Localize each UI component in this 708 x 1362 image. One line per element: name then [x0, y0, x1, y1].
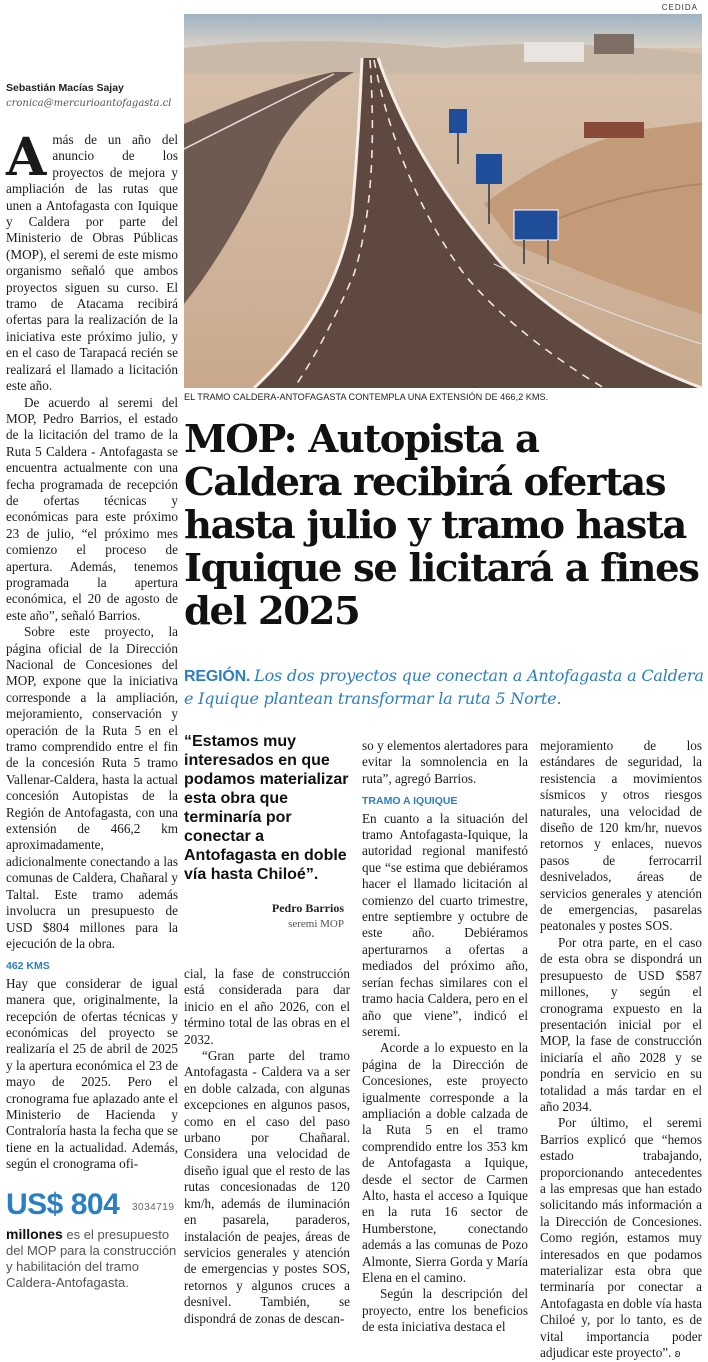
photo-credit: CEDIDA [661, 3, 698, 12]
photo-caption: EL TRAMO CALDERA-ANTOFAGASTA CONTEMPLA UNA EXTENSIÓN DE 466,2 KMS. [184, 392, 549, 402]
lead: REGIÓN. Los dos proyectos que conectan a Antofagasta a Caldera e Iquique plantean transformar la ruta 5 Norte. [184, 666, 704, 708]
budget-description: millones es el presupuesto del MOP para la construcción y habilitación del tramo Caldera-Antofagasta. [6, 1226, 177, 1290]
paragraph: mejoramiento de los estándares de seguridad, la resistencia a movimientos sísmicos y otros riesgos naturales, una velocidad de diseño de 120 km/hr, nuevos retornos y enlaces, nuevos pasos de ferrocarril desnivelados, áreas de servicios generales y atención de emergencias, pasarelas peatonales y postes SOS. [540, 738, 702, 934]
paragraph: En cuanto a la situación del tramo Antofagasta-Iquique, la autoridad regional manifestó que “se estima que debiéramos hacer el llamado licitación al comienzo del cuarto trimestre, entre septiembre y octubre de este año. Debiéramos aperturarnos a ofertas a mediados del próximo año, serían fechas similares con el tramo hacia Caldera, pero en el año que viene”, indicó el seremi. [362, 810, 528, 1039]
article-code: 3034719 [132, 1202, 175, 1213]
highway-photo [184, 14, 702, 388]
paragraph: “Gran parte del tramo Antofagasta - Caldera va a ser en doble calzada, con algunas excepciones en algunos pasos, como en el caso del paso urbano por Chañaral. Considera una velocidad de diseño igual que el resto de las rutas concesionadas de 120 km/h, además de iluminación en pasarela, paraderos, instalación de peajes, áreas de servicios generales y atención de emergencias y postes SOS, retornos y algunos cruces a desnivel. También, se dispondrá de zonas de descan- [184, 1048, 350, 1326]
subhead-kms: 462 KMS [6, 960, 50, 973]
paragraph: Sobre este proyecto, la página oficial de la Dirección Nacional de Concesiones del MOP, expone que la iniciativa corresponde a la ampliación, mejoramiento, conservación y operación de la Ruta 5 en el tramo comprendido entre el fin de la concesión Ruta 5 tramo Vallenar-Caldera, hasta la actual concesión Autopistas de la Región de Antofagasta, con una extensión de 466,2 km aproximadamente, adicionalmente conectando a las comunas de Caldera, Chañaral y Taltal. Este tramo además involucra un presupuesto de USD $804 millones para la ejecución de la obra. [6, 624, 178, 951]
paragraph: so y elementos alertadores para evitar la somnolencia en la ruta”, agregó Barrios. [362, 738, 528, 786]
highway-illustration [184, 14, 702, 388]
budget-figure: US$ 804 [6, 1188, 120, 1221]
column-1 [6, 127, 178, 1173]
paragraph: De acuerdo al seremi del MOP, Pedro Barrios, el estado de la licitación del tramo de la Ruta 5 Caldera - Antofagasta se encuentra actualmente con una fecha programada de recepción de ofertas técnicas y económicas para este próximo 23 de julio, “el próximo mes comienzo el proceso de apertura. Además, tenemos programada la apertura económica, el 20 de agosto de este año”, señaló Barrios. [6, 394, 178, 623]
paragraph: Hay que considerar de igual manera que, originalmente, la recepción de ofertas técnicas y económicas del proyecto se realizaría el 25 de abril de 2025 y la apertura económica el 23 de mayo de 2025. Pero el cronograma fue aplazado ante el Ministerio de Hacienda y Contraloría hasta la fecha que se tiene en la actualidad. Además, según el cronograma ofi- [6, 975, 178, 1172]
section-tag: REGIÓN. [184, 668, 251, 685]
paragraph: Según la descripción del proyecto, entre los beneficios de esta iniciativa destaca el [362, 1286, 528, 1335]
column-3 [362, 738, 528, 1336]
paragraph: Por último, el seremi Barrios explicó que “hemos estado trabajando, proporcionando antecedentes a las empresas que han estado solicitando más información a la Dirección de Concesiones. Como región, estamos muy interesados en que podamos materializar esta obra que terminaría por conectar a Antofagasta en doble vía hasta Chiloé y, por lo tanto, es de vital importancia poder adjudicar este proyecto”. ʚ [540, 1115, 702, 1361]
drop-cap: A [6, 127, 47, 188]
column-4 [540, 738, 702, 1362]
paragraph: Acorde a lo expuesto en la página de la Dirección de Concesiones, este proyecto igualmente corresponde a la ampliación a doble calzada de la Ruta 5 en el tramo comprendido entre los 353 km de Antofagasta a Iquique, desde el sector de Carmen Alto, hasta el acceso a Iquique en la ruta 16 sector de Humberstone, conectando además a las comunas de Pozo Almonte, Sierra Gorda y María Elena en el camino. [362, 1040, 528, 1285]
end-mark-icon: ʚ [674, 1348, 681, 1361]
pull-quote: “Estamos muy interesados en que podamos materializar esta obra que terminaría por conectar a Antofagasta en doble vía hasta Chiloé”. [184, 733, 349, 883]
paragraph: Amás de un año del anuncio de los proyectos de mejora y ampliación de las rutas que unen a Antofagasta con Iquique y Caldera por parte del Ministerio de Obras Públicas (MOP), el seremi de este mismo organismo señaló que ambos proyectos siguen su curso. El tramo de Atacama recibirá ofertas para la realización de la iniciativa este próximo julio, y en el caso de Tarapacá recién se realizará el llamado a licitación este año. [6, 127, 178, 394]
author-email[interactable]: cronica@mercurioantofagasta.cl [6, 98, 172, 109]
column-2 [184, 966, 350, 1327]
quote-role: seremi MOP [288, 918, 344, 930]
headline: MOP: Autopista a Caldera recibirá ofertas hasta julio y tramo hasta Iquique se licitará a fines del 2025 [184, 417, 699, 634]
paragraph: cial, la fase de construcción está considerada para dar inicio en el año 2026, con el término total de las obras en el 2032. [184, 966, 350, 1047]
subhead-iquique: TRAMO A IQUIQUE [362, 795, 458, 808]
paragraph: Por otra parte, en el caso de esta obra se dispondrá un presupuesto de USD $587 millones, y según el cronograma expuesto en la presentación inicial por el MOP, la fase de construcción iniciaría el año 2028 y se pondría en servicio en su totalidad a más tardar en el año 2034. [540, 934, 702, 1114]
quote-author: Pedro Barrios [271, 901, 344, 915]
author-name: Sebastián Macías Sajay [6, 82, 124, 94]
